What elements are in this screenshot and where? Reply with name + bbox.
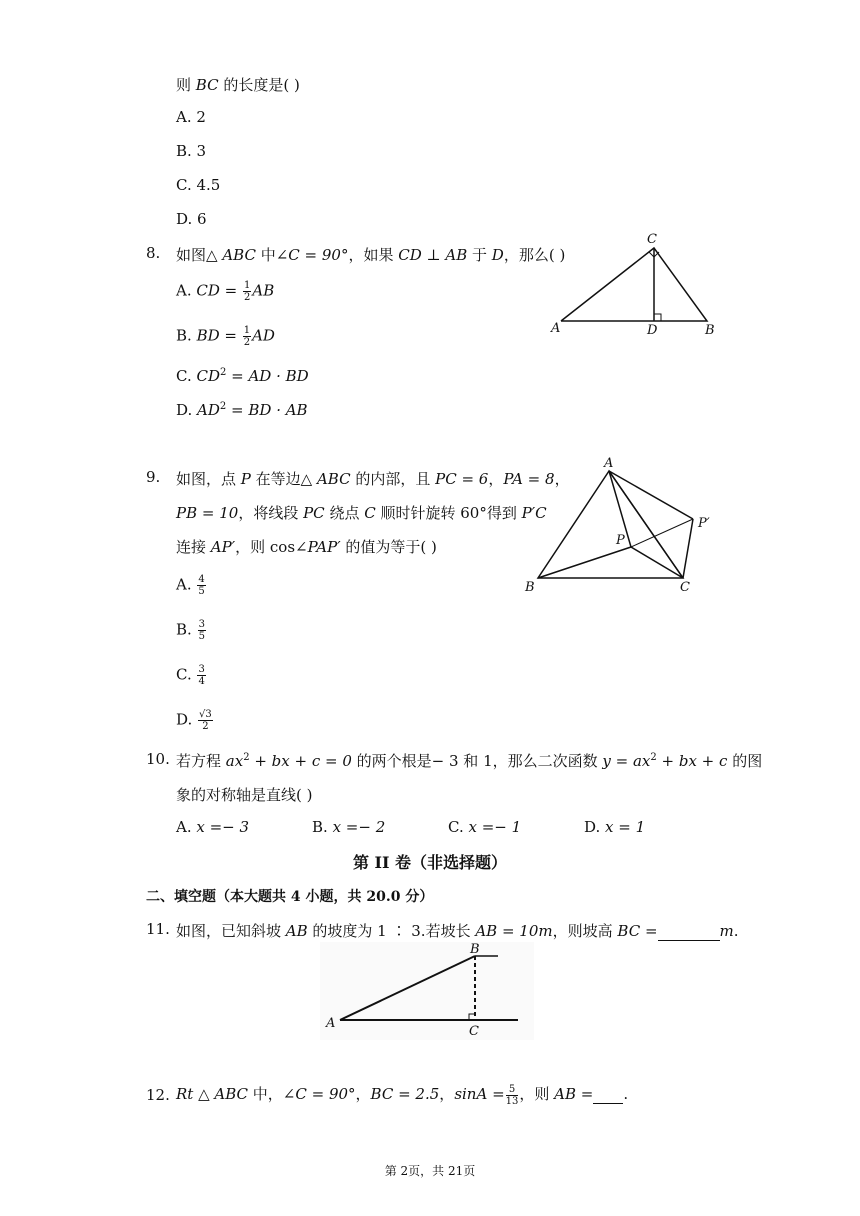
- option-label: D.: [176, 401, 198, 419]
- q8-text: ，如果: [348, 246, 399, 264]
- q9-math: PB = 10: [176, 504, 239, 522]
- option-label: A.: [176, 575, 197, 594]
- q11-label-c: C: [469, 1024, 479, 1039]
- q8-point-d: D: [491, 246, 504, 264]
- q8-text: 如图: [176, 246, 207, 264]
- q9-option-c: [176, 664, 207, 687]
- q8-option-b: [176, 325, 275, 348]
- q8-label-b: B: [705, 323, 715, 338]
- q9-label-c: C: [680, 580, 690, 595]
- q8-option-c: [176, 367, 309, 385]
- option-math: CD =: [196, 281, 242, 300]
- q11-text: .: [733, 922, 739, 940]
- q8-right-angle-d: [654, 314, 661, 321]
- frac-num: 3: [198, 664, 205, 675]
- q9-label-p-prime: P′: [698, 516, 710, 531]
- fraction: [198, 709, 213, 732]
- q12-math: AB =: [554, 1085, 594, 1103]
- q9-line-2: [176, 502, 547, 523]
- fraction: [198, 619, 206, 642]
- q9-figure: [518, 455, 728, 600]
- frac-den: 5: [198, 586, 205, 597]
- q12-text: 中，∠: [248, 1085, 296, 1103]
- q7-option-d: D. 6: [176, 210, 207, 228]
- option-label: B.: [312, 818, 333, 836]
- option-label: B.: [176, 326, 197, 345]
- q8-text: ，那么( ): [503, 246, 566, 264]
- q9-option-d: [176, 709, 214, 732]
- q8-stem: [176, 244, 565, 265]
- q9-math: PC = 6: [435, 470, 489, 488]
- option-math: = AD · BD: [226, 367, 309, 385]
- frac-den: 2: [243, 337, 251, 348]
- option-math: BD =: [196, 326, 242, 345]
- q8-label-c: C: [647, 232, 657, 247]
- frac-den: 13: [505, 1095, 519, 1107]
- q11-math: AB: [285, 922, 308, 940]
- answer-blank: [593, 1085, 623, 1104]
- frac-den: 5: [198, 631, 205, 642]
- option-label: C.: [448, 818, 469, 836]
- superscript: 2: [243, 752, 250, 763]
- q12-math: Rt: [176, 1085, 194, 1103]
- q11-label-a: A: [326, 1016, 336, 1031]
- q9-label-a: A: [604, 456, 614, 471]
- q9-text: 顺时针旋转 60°得到: [375, 504, 522, 522]
- q9-segment-pp-prime: [631, 519, 693, 547]
- option-label: C.: [176, 665, 197, 684]
- q10-option-b: [312, 818, 385, 836]
- q9-text: 绕点: [324, 504, 365, 522]
- option-label: C.: [176, 367, 197, 385]
- frac-num: 1: [243, 325, 251, 336]
- q9-equilateral-triangle: [538, 471, 683, 578]
- q11-text: 的坡度为 1 ∶ 3.若坡长: [307, 922, 476, 940]
- q11-math: BC =: [617, 922, 658, 940]
- q9-number: 9.: [146, 468, 161, 486]
- frac-num: 1: [243, 280, 251, 291]
- q12-number: 12.: [146, 1086, 170, 1104]
- q8-label-a: A: [551, 321, 561, 336]
- q9-segment-ac: [609, 471, 683, 578]
- q9-line-3: [176, 536, 437, 557]
- q8-number: 8.: [146, 244, 161, 262]
- q8-option-d: [176, 401, 308, 419]
- q9-option-b: [176, 619, 207, 642]
- superscript: 2: [650, 752, 657, 763]
- fraction: [197, 574, 205, 597]
- q9-math: PA = 8: [503, 470, 555, 488]
- q9-math: P: [240, 470, 251, 488]
- q9-label-b: B: [525, 580, 535, 595]
- frac-den: 2: [202, 721, 209, 732]
- q11-stem: [176, 920, 739, 941]
- fraction: [506, 1084, 519, 1107]
- q7-option-a: A. 2: [176, 108, 206, 126]
- q8-triangle-shape: [561, 248, 707, 321]
- q8-label-d: D: [647, 323, 658, 338]
- q12-text: ，: [439, 1085, 455, 1103]
- q12-math: C = 90°: [295, 1085, 356, 1103]
- q10-math: + bx + c: [656, 752, 728, 770]
- option-label: A.: [176, 281, 197, 300]
- option-label: D.: [584, 818, 606, 836]
- q12-math: sinA =: [454, 1085, 505, 1103]
- q9-text: ，: [554, 470, 570, 488]
- q9-line-1: [176, 468, 570, 489]
- q9-text: ，: [488, 470, 504, 488]
- q9-segment-pc: [631, 547, 683, 578]
- q9-segment-p-prime-c: [683, 519, 693, 578]
- q10-option-c: [448, 818, 521, 836]
- q9-text: 的值为等于( ): [340, 538, 437, 556]
- option-math: x = 1: [605, 818, 646, 836]
- q9-segment-ap-prime: [609, 471, 693, 519]
- q10-line-1: [176, 750, 762, 771]
- q10-math: y = ax: [602, 752, 651, 770]
- q8-perp: CD ⊥ AB: [398, 246, 468, 264]
- q7-option-c: C. 4.5: [176, 176, 221, 194]
- q9-text: 连接: [176, 538, 211, 556]
- fraction: [243, 325, 251, 348]
- q7-tail-end: 的长度是( ): [218, 76, 300, 94]
- q10-text: 若方程: [176, 752, 226, 770]
- q9-text: 的内部，且: [350, 470, 436, 488]
- option-label: D.: [176, 710, 198, 729]
- q11-text: 如图，已知斜坡: [176, 922, 286, 940]
- q7-tail-var: BC: [195, 76, 219, 94]
- q8-option-a: [176, 280, 274, 303]
- q9-math: PAP′: [307, 538, 341, 556]
- frac-num: √3: [199, 709, 212, 720]
- q9-math: C: [364, 504, 376, 522]
- q11-number: 11.: [146, 920, 170, 938]
- option-math: AD: [197, 401, 220, 419]
- q9-option-a: [176, 574, 207, 597]
- q8-figure: [545, 228, 725, 340]
- q12-text: .: [623, 1085, 629, 1103]
- frac-num: 4: [198, 574, 205, 585]
- q12-math: △ ABC: [193, 1085, 249, 1103]
- q10-option-a: [176, 818, 249, 836]
- q9-text: 如图，点: [176, 470, 241, 488]
- superscript: 2: [220, 367, 227, 378]
- q9-segment-pb: [538, 547, 631, 578]
- q9-text: ，则 cos∠: [235, 538, 308, 556]
- frac-num: 5: [506, 1084, 519, 1096]
- q11-label-b: B: [470, 942, 480, 957]
- frac-den: 4: [198, 676, 205, 687]
- q11-math: AB = 10m: [475, 922, 553, 940]
- q9-math: △ ABC: [300, 470, 351, 488]
- fraction: [243, 280, 251, 303]
- q10-text: 的两个根是− 3 和 1，那么二次函数: [351, 752, 603, 770]
- option-label: A.: [176, 818, 197, 836]
- option-math: = BD · AB: [226, 401, 308, 419]
- q8-triangle: △ ABC: [206, 246, 256, 264]
- q12-text: ，: [355, 1085, 371, 1103]
- q11-math: m: [719, 922, 734, 940]
- frac-den: 2: [243, 292, 251, 303]
- q7-tail: [176, 74, 300, 95]
- q9-label-p: P: [616, 533, 625, 548]
- q10-line-2: 象的对称轴是直线( ): [176, 786, 313, 804]
- q10-number: 10.: [146, 750, 170, 768]
- q11-figure: [320, 942, 534, 1040]
- page-footer: 第 2页，共 21页: [384, 1164, 476, 1178]
- q9-math: AP′: [210, 538, 236, 556]
- q11-figure-background: [320, 942, 534, 1040]
- q9-text: ，将线段: [238, 504, 304, 522]
- option-math: x =− 3: [196, 818, 250, 836]
- q8-text: 于: [467, 246, 492, 264]
- q11-text: ，则坡高: [552, 922, 618, 940]
- q10-math: + bx + c = 0: [249, 752, 352, 770]
- q8-condition: C = 90°: [288, 246, 349, 264]
- part-ii-title: 第 II 卷（非选择题）: [352, 853, 508, 872]
- option-math: AD: [252, 326, 275, 345]
- option-math: AB: [252, 281, 275, 300]
- option-label: B.: [176, 620, 197, 639]
- q9-math: P′C: [521, 504, 547, 522]
- q7-tail-text: 则: [176, 76, 192, 94]
- q12-math: BC = 2.5: [370, 1085, 440, 1103]
- frac-num: 3: [198, 619, 205, 630]
- q10-option-d: [584, 818, 645, 836]
- q12-stem: [176, 1083, 628, 1107]
- option-math: x =− 1: [468, 818, 522, 836]
- q9-math: PC: [303, 504, 325, 522]
- q8-text: 中∠: [255, 246, 289, 264]
- section-2-title: 二、填空题（本大题共 4 小题，共 20.0 分）: [146, 889, 434, 905]
- q12-text: ，则: [519, 1085, 555, 1103]
- option-math: CD: [196, 367, 220, 385]
- fraction: [197, 664, 205, 687]
- q10-math: ax: [225, 752, 244, 770]
- q7-option-b: B. 3: [176, 142, 207, 160]
- answer-blank: [658, 922, 720, 941]
- q9-text: 在等边: [250, 470, 301, 488]
- q10-text: 的图: [727, 752, 763, 770]
- option-math: x =− 2: [332, 818, 386, 836]
- superscript: 2: [219, 401, 227, 412]
